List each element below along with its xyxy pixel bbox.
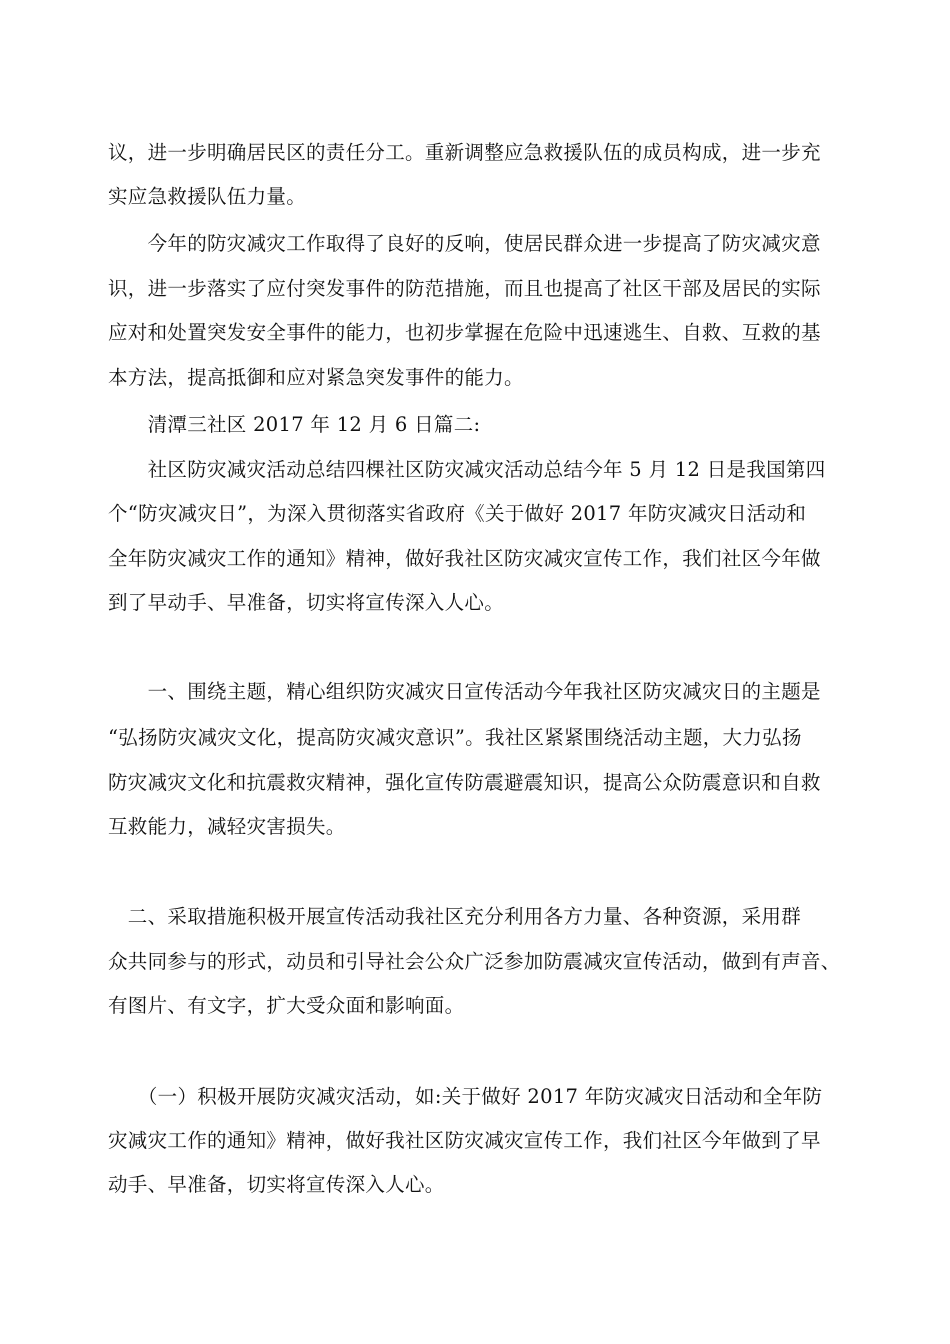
- text-line: 有图片、有文字，扩大受众面和影响面。: [108, 994, 465, 1017]
- text-line: 议，进一步明确居民区的责任分工。重新调整应急救援队伍的成员构成，进一步充: [108, 141, 821, 164]
- text-line: 二、采取措施积极开展宣传活动我社区充分利用各方力量、各种资源，采用群: [108, 905, 802, 928]
- text-line: “弘扬防灾减灾文化，提高防灾减灾意识”。我社区紧紧围绕活动主题，大力弘扬: [108, 726, 802, 749]
- text-line: 灾减灾工作的通知》精神，做好我社区防灾减灾宣传工作，我们社区今年做到了早: [108, 1129, 821, 1152]
- text-line: 动手、早准备，切实将宣传深入人心。: [108, 1173, 445, 1196]
- text-line: 防灾减灾文化和抗震救灾精神，强化宣传防震避震知识，提高公众防震意识和自救: [108, 771, 821, 794]
- text-line: 到了早动手、早准备，切实将宣传深入人心。: [108, 591, 505, 614]
- text-line: 识，进一步落实了应付突发事件的防范措施，而且也提高了社区干部及居民的实际: [108, 277, 821, 300]
- text-line: （一）积极开展防灾减灾活动，如:关于做好 2017 年防灾减灾日活动和全年防: [108, 1085, 823, 1108]
- text-line: 本方法，提高抵御和应对紧急突发事件的能力。: [108, 366, 524, 389]
- text-line: 清潭三社区 2017 年 12 月 6 日篇二:: [108, 413, 481, 436]
- text-line: 实应急救援队伍力量。: [108, 185, 307, 208]
- text-line: 众共同参与的形式，动员和引导社会公众广泛参加防震减灾宣传活动，做到有声音、: [108, 950, 841, 973]
- text-line: 个“防灾减灾日”，为深入贯彻落实省政府《关于做好 2017 年防灾减灾日活动和: [108, 502, 807, 525]
- text-line: 互救能力，减轻灾害损失。: [108, 815, 346, 838]
- text-line: 应对和处置突发安全事件的能力，也初步掌握在危险中迅速逃生、自救、互救的基: [108, 321, 821, 344]
- text-line: 一、围绕主题，精心组织防灾减灾日宣传活动今年我社区防灾减灾日的主题是: [108, 680, 821, 703]
- text-line: 社区防灾减灾活动总结四棵社区防灾减灾活动总结今年 5 月 12 日是我国第四: [108, 458, 826, 481]
- text-line: 今年的防灾减灾工作取得了良好的反响，使居民群众进一步提高了防灾减灾意: [108, 232, 821, 255]
- text-line: 全年防灾减灾工作的通知》精神，做好我社区防灾减灾宣传工作，我们社区今年做: [108, 547, 821, 570]
